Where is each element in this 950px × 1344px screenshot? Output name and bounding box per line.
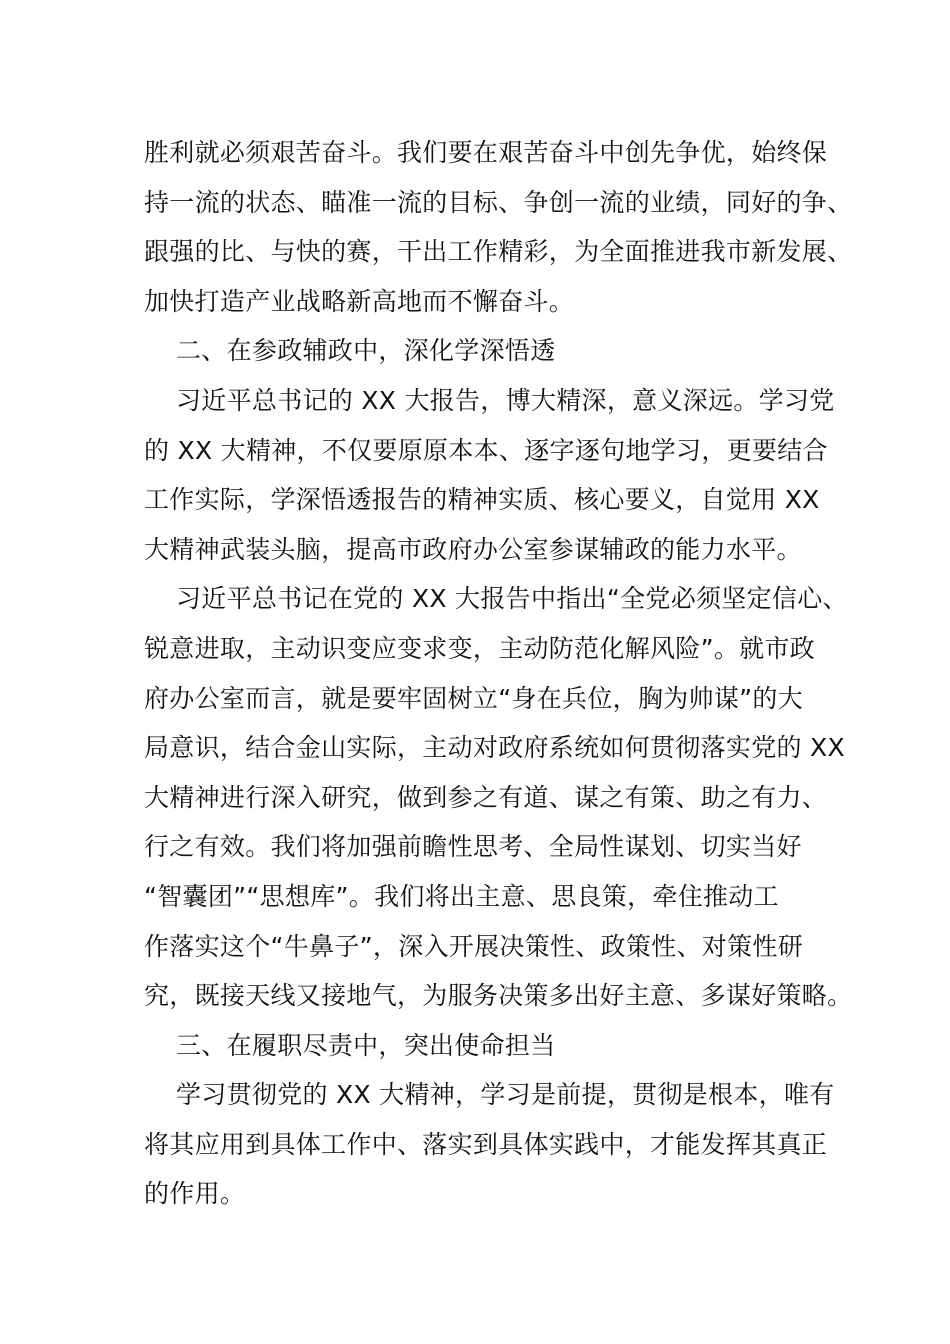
text-line: 工作实际，学深悟透报告的精神实质、核心要义，自觉用 XX <box>144 485 820 515</box>
text-line: 究，既接天线又接地气，为服务决策多出好主意、多谋好策略。 <box>144 981 853 1011</box>
text-line: 习近平总书记的 XX 大报告，博大精深，意义深远。学习党 <box>176 385 835 415</box>
text-line: 三、在履职尽责中，突出使命担当 <box>176 1030 556 1060</box>
text-line: 局意识，结合金山实际，主动对政府系统如何贯彻落实党的 XX <box>144 733 845 763</box>
text-line: 的作用。 <box>144 1179 246 1209</box>
text-line: 锐意进取，主动识变应变求变，主动防范化解风险”。就市政 <box>144 633 816 663</box>
text-line: 行之有效。我们将加强前瞻性思考、全局性谋划、切实当好 <box>144 832 802 862</box>
document-body <box>144 128 853 1219</box>
text-line: 加快打造产业战略新高地而不懈奋斗。 <box>144 286 575 316</box>
text-line: 学习贯彻党的 XX 大精神，学习是前提，贯彻是根本，唯有 <box>176 1080 835 1110</box>
text-line: 府办公室而言，就是要牢固树立“身在兵位，胸为帅谋”的大 <box>144 683 804 713</box>
text-line: 习近平总书记在党的 XX 大报告中指出“全党必须坚定信心、 <box>176 584 848 614</box>
text-line: 胜利就必须艰苦奋斗。我们要在艰苦奋斗中创先争优，始终保 <box>144 138 828 167</box>
text-line: 大精神进行深入研究，做到参之有道、谋之有策、助之有力、 <box>144 782 828 812</box>
text-line: 大精神武装头脑，提高市政府办公室参谋辅政的能力水平。 <box>144 534 802 564</box>
text-line: 跟强的比、与快的赛，干出工作精彩，为全面推进我市新发展、 <box>144 237 853 267</box>
text-line: 将其应用到具体工作中、落实到具体实践中，才能发挥其真正 <box>144 1129 828 1159</box>
text-line: 作落实这个“牛鼻子”，深入开展决策性、政策性、对策性研 <box>144 931 804 961</box>
text-line: 二、在参政辅政中，深化学深悟透 <box>176 336 556 366</box>
text-line: 的 XX 大精神，不仅要原原本本、逐字逐句地学习，更要结合 <box>144 435 828 465</box>
text-line: “智囊团”“思想库”。我们将出主意、思良策，牵住推动工 <box>144 881 779 911</box>
text-line: 持一流的状态、瞄准一流的目标、争创一流的业绩，同好的争、 <box>144 187 853 217</box>
